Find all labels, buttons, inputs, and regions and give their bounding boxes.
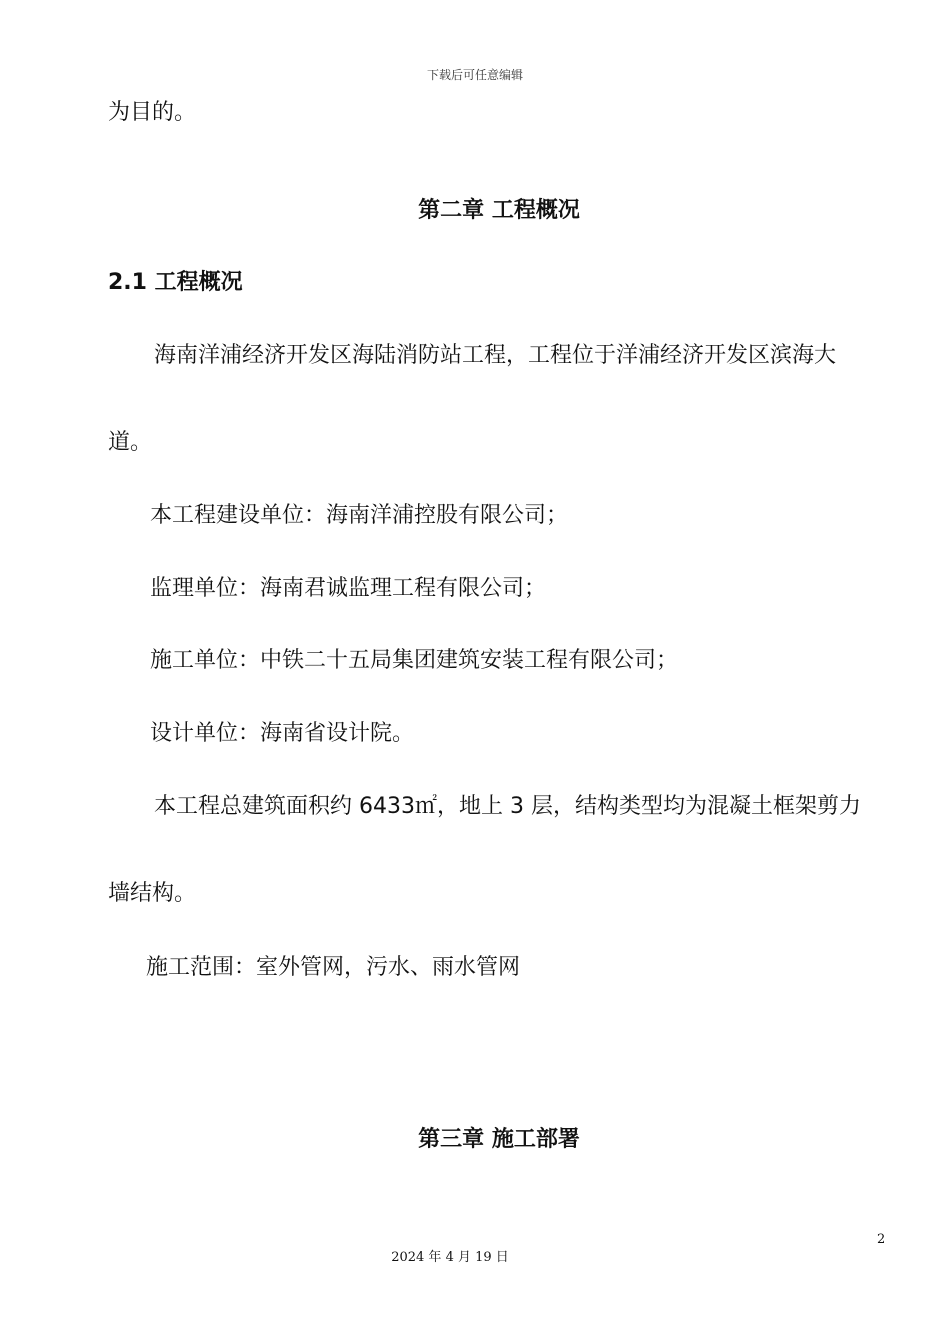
paragraph-line: 海南洋浦经济开发区海陆消防站工程，工程位于洋浦经济开发区滨海大: [154, 343, 837, 368]
footer-date: 2024 年 4 月 19 日: [391, 1250, 509, 1265]
paragraph-line: 施工单位：中铁二十五局集团建筑安装工程有限公司；: [150, 648, 679, 673]
text-line: 为目的。: [108, 100, 197, 125]
paragraph-line: 道。: [108, 430, 153, 455]
page-number: 2: [877, 1232, 886, 1247]
paragraph-line: 设计单位：海南省设计院。: [150, 721, 415, 746]
chapter-3-heading: 第三章 施工部署: [418, 1127, 580, 1152]
paragraph-line: 监理单位：海南君诚监理工程有限公司；: [150, 576, 547, 601]
paragraph-line: 施工范围：室外管网，污水、雨水管网: [146, 955, 521, 980]
paragraph-line: 本工程建设单位：海南洋浦控股有限公司；: [150, 503, 569, 528]
paragraph-line: 本工程总建筑面积约 6433㎡，地上 3 层，结构类型均为混凝土框架剪力: [154, 794, 861, 819]
page-header-note: 下载后可任意编辑: [426, 68, 523, 82]
section-2-1-heading: 2.1 工程概况: [108, 270, 243, 295]
paragraph-line: 墙结构。: [108, 881, 197, 906]
chapter-2-heading: 第二章 工程概况: [418, 198, 580, 223]
